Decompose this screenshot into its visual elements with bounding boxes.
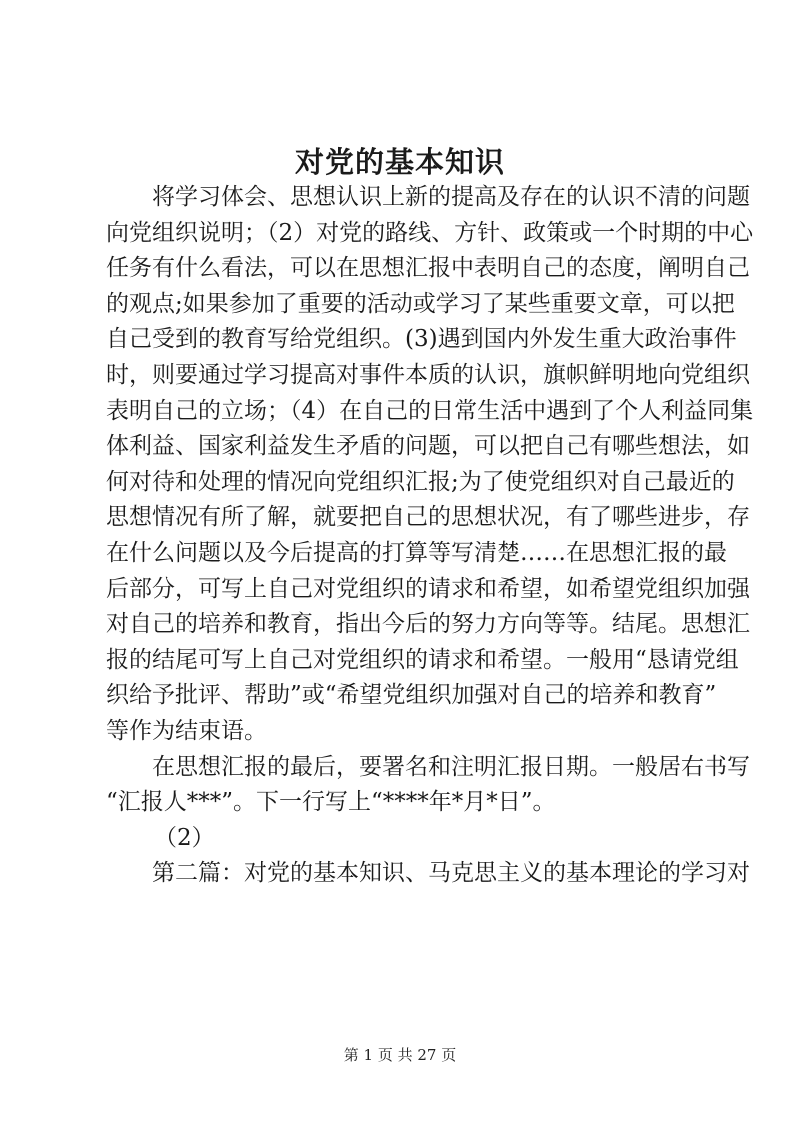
document-body (106, 180, 754, 892)
text-line: 在思想汇报的最后，要署名和注明汇报日期。一般居右书写 (152, 753, 750, 780)
text-line: 的观点;如果参加了重要的活动或学习了某些重要文章，可以把 (106, 290, 735, 317)
document-title: 对党的基本知识 (294, 145, 505, 179)
text-line: 等作为结束语。 (106, 717, 267, 744)
text-line: “汇报人***”。下一行写上“****年*月*日”。 (106, 789, 556, 816)
text-line: 自己受到的教育写给党组织。(3)遇到国内外发生重大政治事件 (106, 326, 737, 353)
text-line: 后部分，可写上自己对党组织的请求和希望，如希望党组织加强 (106, 575, 750, 602)
text-line: 任务有什么看法，可以在思想汇报中表明自己的态度，阐明自己 (106, 255, 750, 282)
text-line: 何对待和处理的情况向党组织汇报;为了使党组织对自己最近的 (106, 468, 735, 495)
text-line: 将学习体会、思想认识上新的提高及存在的认识不清的问题 (152, 184, 750, 210)
text-line: 对自己的培养和教育，指出今后的努力方向等等。结尾。思想汇 (106, 611, 750, 638)
text-line: 织给予批评、帮助”或“希望党组织加强对自己的培养和教育” (106, 682, 717, 709)
text-line: 体利益、国家利益发生矛盾的问题，可以把自己有哪些想法，如 (106, 433, 750, 460)
text-line: 向党组织说明；（2）对党的路线、方针、政策或一个时期的中心 (106, 219, 754, 246)
text-line: 表明自己的立场；（4）在自己的日常生活中遇到了个人利益同集 (106, 397, 754, 424)
page-number-footer: 第 1 页 共 27 页 (343, 1046, 457, 1064)
text-line: 时，则要通过学习提高对事件本质的认识，旗帜鲜明地向党组织 (106, 361, 750, 388)
text-line: 第二篇：对党的基本知识、马克思主义的基本理论的学习对 (152, 860, 750, 887)
text-line: 思想情况有所了解，就要把自己的思想状况，有了哪些进步，存 (106, 504, 750, 531)
text-line: （2） (154, 824, 215, 851)
text-line: 在什么问题以及今后提高的打算等写清楚……在思想汇报的最 (106, 539, 727, 566)
text-line: 报的结尾可写上自己对党组织的请求和希望。一般用“恳请党组 (106, 646, 739, 673)
